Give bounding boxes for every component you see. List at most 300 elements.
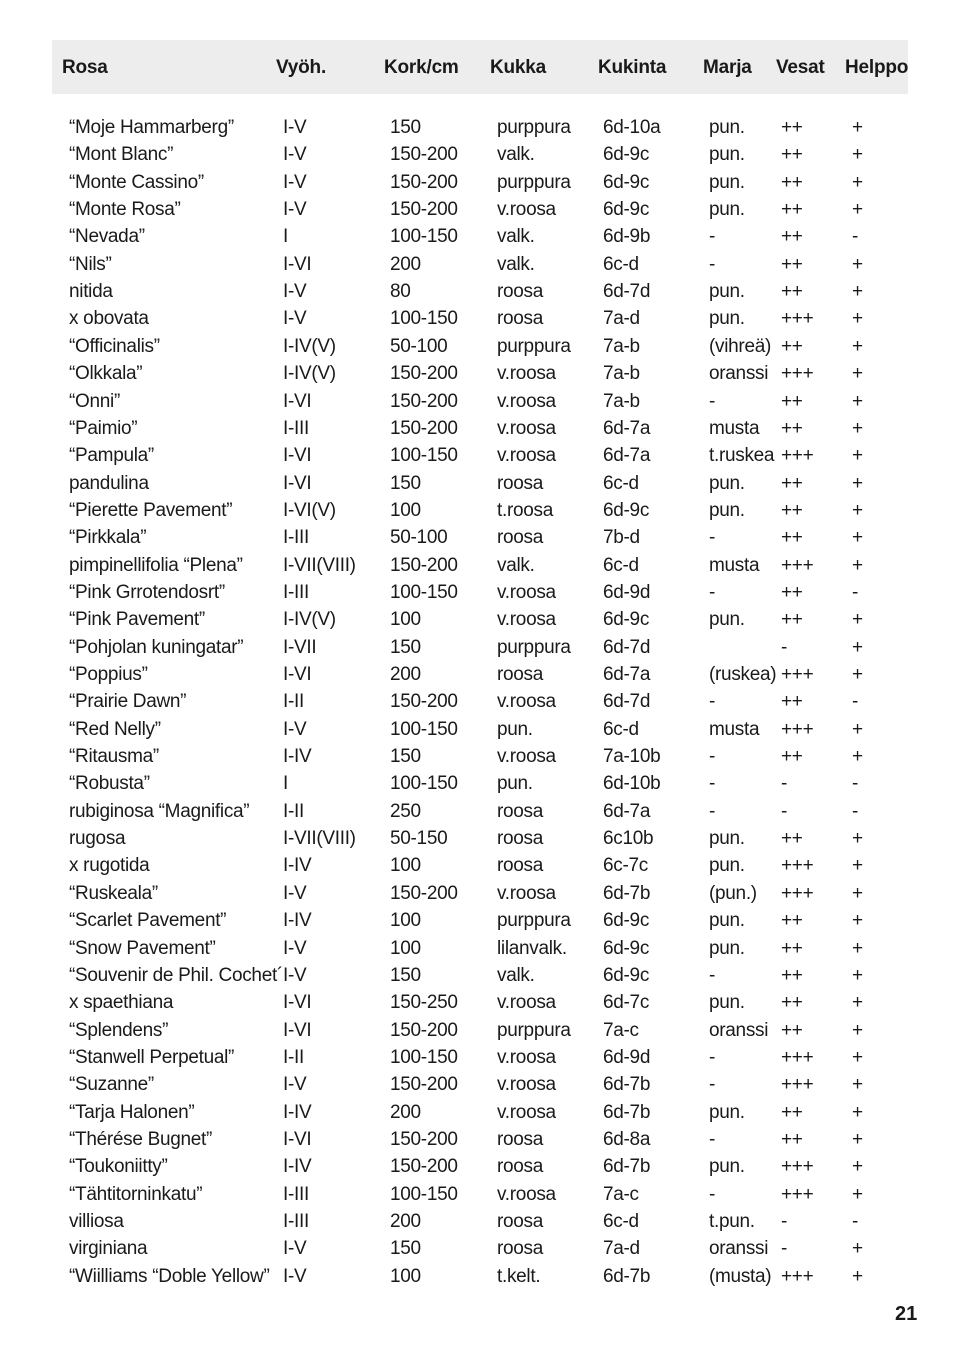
shoots-cell: - <box>781 800 788 822</box>
easy-cell: + <box>852 499 863 521</box>
rose-name: “Poppius” <box>69 664 148 685</box>
table-row <box>0 1153 960 1180</box>
rose-name: “Tähtitorninkatu” <box>69 1183 203 1205</box>
height-cell: 150-200 <box>390 1019 458 1041</box>
berry-cell: pun. <box>709 499 745 521</box>
height-cell: 150-200 <box>390 390 458 412</box>
height-cell: 150-200 <box>390 554 458 576</box>
height-cell: 100 <box>390 855 421 877</box>
easy-cell: + <box>852 527 863 549</box>
shoots-cell: ++ <box>781 417 803 439</box>
berry-cell: t.ruskea <box>709 445 775 467</box>
zone-cell: I-III <box>283 1211 309 1232</box>
rose-name: “Mont Blanc” <box>69 144 174 166</box>
zone-cell: I-VI <box>283 664 312 685</box>
height-cell: 100-150 <box>390 445 458 467</box>
rose-name: “Officinalis” <box>69 335 160 357</box>
rose-name: “Stanwell Perpetual” <box>69 1046 235 1068</box>
flower-color-cell: pun. <box>497 773 533 795</box>
berry-cell: oranssi <box>709 363 769 385</box>
bloom-period-cell: 6d-7b <box>603 1265 651 1287</box>
shoots-cell: ++ <box>781 828 803 850</box>
height-cell: 100 <box>390 1265 421 1287</box>
bloom-period-cell: 7a-b <box>603 363 640 385</box>
easy-cell: + <box>852 144 863 166</box>
berry-cell: - <box>709 1046 716 1068</box>
shoots-cell: ++ <box>781 937 803 959</box>
flower-color-cell: purppura <box>497 636 571 658</box>
rose-name: “Olkkala” <box>69 363 143 385</box>
flower-color-cell: v.roosa <box>497 992 556 1014</box>
height-cell: 100-150 <box>390 773 458 795</box>
table-row <box>0 852 960 879</box>
zone-cell: I-V <box>283 308 307 330</box>
height-cell: 50-100 <box>390 527 448 549</box>
shoots-cell: ++ <box>781 1101 803 1123</box>
flower-color-cell: v.roosa <box>497 1074 556 1096</box>
flower-color-cell: valk. <box>497 253 535 275</box>
shoots-cell: ++ <box>781 1128 803 1150</box>
berry-cell: - <box>709 800 716 822</box>
height-cell: 150 <box>390 117 421 138</box>
flower-color-cell: purppura <box>497 171 571 193</box>
flower-color-cell: v.roosa <box>497 1046 556 1068</box>
easy-cell: + <box>852 882 863 904</box>
flower-color-cell: roosa <box>497 308 544 330</box>
bloom-period-cell: 7a-b <box>603 335 640 357</box>
shoots-cell: ++ <box>781 527 803 549</box>
table-row <box>0 798 960 825</box>
table-row <box>0 524 960 551</box>
header-bloom: Kukinta <box>598 57 667 78</box>
berry-cell: - <box>709 773 716 795</box>
rose-name: “Tarja Halonen” <box>69 1101 195 1123</box>
easy-cell: + <box>852 609 863 631</box>
rose-name: “Monte Rosa” <box>69 199 181 221</box>
berry-cell: - <box>709 226 716 248</box>
zone-cell: I-V <box>283 937 307 959</box>
rose-name: rugosa <box>69 828 126 850</box>
zone-cell: I-II <box>283 1046 304 1068</box>
easy-cell: + <box>852 171 863 193</box>
berry-cell: pun. <box>709 992 745 1014</box>
shoots-cell: +++ <box>781 1156 814 1178</box>
easy-cell: - <box>852 800 859 822</box>
height-cell: 100 <box>390 910 421 932</box>
bloom-period-cell: 6d-9d <box>603 581 651 603</box>
zone-cell: I-IV <box>283 1101 312 1123</box>
berry-cell: pun. <box>709 937 745 959</box>
zone-cell: I-VI <box>283 472 312 494</box>
bloom-period-cell: 6d-9c <box>603 199 650 221</box>
easy-cell: + <box>852 199 863 221</box>
flower-color-cell: roosa <box>497 800 544 822</box>
flower-color-cell: roosa <box>497 281 544 303</box>
height-cell: 150-250 <box>390 992 458 1014</box>
rose-name: x rugotida <box>69 855 150 877</box>
easy-cell: + <box>852 417 863 439</box>
table-row <box>0 1181 960 1208</box>
bloom-period-cell: 7a-c <box>603 1183 639 1205</box>
header-shoots: Vesat <box>776 57 825 78</box>
height-cell: 150-200 <box>390 1156 458 1178</box>
easy-cell: - <box>852 581 859 603</box>
shoots-cell: +++ <box>781 664 814 685</box>
flower-color-cell: purppura <box>497 1019 571 1041</box>
easy-cell: - <box>852 1211 859 1232</box>
easy-cell: + <box>852 253 863 275</box>
easy-cell: + <box>852 363 863 385</box>
shoots-cell: ++ <box>781 335 803 357</box>
berry-cell: pun. <box>709 199 745 221</box>
table-row <box>0 1263 960 1290</box>
bloom-period-cell: 6d-10b <box>603 773 661 795</box>
bloom-period-cell: 6c-d <box>603 253 639 275</box>
table-row <box>0 278 960 305</box>
berry-cell: (vihreä) <box>709 335 772 357</box>
berry-cell: (musta) <box>709 1265 772 1287</box>
rose-name: “Pampula” <box>69 445 154 467</box>
easy-cell: + <box>852 992 863 1014</box>
height-cell: 150 <box>390 746 421 768</box>
zone-cell: I-V <box>283 1238 307 1260</box>
berry-cell: pun. <box>709 1101 745 1123</box>
zone-cell: I-V <box>283 882 307 904</box>
shoots-cell: ++ <box>781 581 803 603</box>
rose-name: “Wiilliams “Doble Yellow” <box>69 1265 270 1287</box>
zone-cell: I-VI <box>283 253 312 275</box>
easy-cell: + <box>852 664 863 685</box>
bloom-period-cell: 6d-7b <box>603 1074 651 1096</box>
height-cell: 150 <box>390 964 421 986</box>
berry-cell: pun. <box>709 910 745 932</box>
table-row <box>0 1099 960 1126</box>
table-row <box>0 141 960 168</box>
height-cell: 100-150 <box>390 581 458 603</box>
height-cell: 200 <box>390 253 421 275</box>
height-cell: 100-150 <box>390 308 458 330</box>
berry-cell: pun. <box>709 144 745 166</box>
shoots-cell: +++ <box>781 445 814 467</box>
rose-name: “Moje Hammarberg” <box>69 117 234 138</box>
bloom-period-cell: 7a-b <box>603 390 640 412</box>
shoots-cell: +++ <box>781 1183 814 1205</box>
table-row <box>0 497 960 524</box>
height-cell: 100-150 <box>390 1046 458 1068</box>
zone-cell: I-III <box>283 527 309 549</box>
height-cell: 100-150 <box>390 1183 458 1205</box>
rose-name: pimpinellifolia “Plena” <box>69 554 243 576</box>
shoots-cell: ++ <box>781 472 803 494</box>
height-cell: 100 <box>390 499 421 521</box>
berry-cell: pun. <box>709 472 745 494</box>
table-row <box>0 634 960 661</box>
bloom-period-cell: 6c-d <box>603 1211 639 1232</box>
height-cell: 150-200 <box>390 882 458 904</box>
bloom-period-cell: 6d-8a <box>603 1128 651 1150</box>
zone-cell: I <box>283 773 288 795</box>
flower-color-cell: v.roosa <box>497 691 556 713</box>
table-row <box>0 907 960 934</box>
flower-color-cell: v.roosa <box>497 609 556 631</box>
header-rose: Rosa <box>62 57 108 78</box>
flower-color-cell: pun. <box>497 718 533 740</box>
flower-color-cell: valk. <box>497 226 535 248</box>
flower-color-cell: v.roosa <box>497 1101 556 1123</box>
zone-cell: I-V <box>283 1265 307 1287</box>
berry-cell: - <box>709 1074 716 1096</box>
easy-cell: + <box>852 1183 863 1205</box>
shoots-cell: ++ <box>781 1019 803 1041</box>
height-cell: 200 <box>390 664 421 685</box>
bloom-period-cell: 7a-10b <box>603 746 661 768</box>
shoots-cell: ++ <box>781 499 803 521</box>
shoots-cell: ++ <box>781 117 803 138</box>
rose-name: “Splendens” <box>69 1019 169 1041</box>
rose-name: “Ruskeala” <box>69 882 158 904</box>
berry-cell: t.pun. <box>709 1211 755 1232</box>
flower-color-cell: v.roosa <box>497 445 556 467</box>
berry-cell: pun. <box>709 171 745 193</box>
flower-color-cell: roosa <box>497 1128 544 1150</box>
rose-name: “Snow Pavement” <box>69 937 216 959</box>
table-row <box>0 196 960 223</box>
bloom-period-cell: 6d-9c <box>603 609 650 631</box>
zone-cell: I-VI <box>283 1019 312 1041</box>
rose-name: “Pohjolan kuningatar” <box>69 636 244 658</box>
zone-cell: I-VI(V) <box>283 499 336 521</box>
flower-color-cell: roosa <box>497 527 544 549</box>
berry-cell: oranssi <box>709 1019 769 1041</box>
bloom-period-cell: 7b-d <box>603 527 640 549</box>
bloom-period-cell: 6d-7d <box>603 636 651 658</box>
bloom-period-cell: 6d-9d <box>603 1046 651 1068</box>
flower-color-cell: t.roosa <box>497 499 553 521</box>
rose-name: “Nils” <box>69 253 112 275</box>
shoots-cell: ++ <box>781 390 803 412</box>
flower-color-cell: v.roosa <box>497 390 556 412</box>
berry-cell: - <box>709 390 716 412</box>
height-cell: 150-200 <box>390 417 458 439</box>
zone-cell: I-IV <box>283 855 312 877</box>
bloom-period-cell: 6c10b <box>603 828 654 850</box>
shoots-cell: ++ <box>781 253 803 275</box>
shoots-cell: +++ <box>781 855 814 877</box>
easy-cell: + <box>852 1074 863 1096</box>
bloom-period-cell: 6c-d <box>603 718 639 740</box>
berry-cell: pun. <box>709 308 745 330</box>
height-cell: 150-200 <box>390 691 458 713</box>
flower-color-cell: v.roosa <box>497 363 556 385</box>
table-row <box>0 962 960 989</box>
bloom-period-cell: 6d-7b <box>603 1156 651 1178</box>
berry-cell: - <box>709 1128 716 1150</box>
easy-cell: + <box>852 937 863 959</box>
easy-cell: + <box>852 1156 863 1178</box>
rose-name: “Toukoniitty” <box>69 1156 168 1178</box>
zone-cell: I-IV <box>283 746 312 768</box>
shoots-cell: ++ <box>781 226 803 248</box>
height-cell: 80 <box>390 281 411 303</box>
zone-cell: I-IV(V) <box>283 363 336 385</box>
table-row <box>0 989 960 1016</box>
table-row <box>0 305 960 332</box>
zone-cell: I-II <box>283 800 304 822</box>
berry-cell: pun. <box>709 117 745 138</box>
zone-cell: I-V <box>283 171 307 193</box>
shoots-cell: ++ <box>781 746 803 768</box>
zone-cell: I-II <box>283 691 304 713</box>
rose-name: pandulina <box>69 472 149 494</box>
table-row <box>0 825 960 852</box>
flower-color-cell: roosa <box>497 1238 544 1260</box>
flower-color-cell: roosa <box>497 855 544 877</box>
rose-name: “Pierette Pavement” <box>69 499 233 521</box>
flower-color-cell: roosa <box>497 1211 544 1232</box>
shoots-cell: - <box>781 773 788 795</box>
height-cell: 150-200 <box>390 171 458 193</box>
shoots-cell: +++ <box>781 1265 814 1287</box>
rose-name: “Pirkkala” <box>69 527 147 549</box>
table-row <box>0 388 960 415</box>
table-row <box>0 579 960 606</box>
berry-cell: pun. <box>709 609 745 631</box>
easy-cell: + <box>852 390 863 412</box>
easy-cell: - <box>852 226 859 248</box>
bloom-period-cell: 6c-7c <box>603 855 648 877</box>
shoots-cell: +++ <box>781 363 814 385</box>
bloom-period-cell: 6d-9c <box>603 171 650 193</box>
berry-cell: - <box>709 691 716 713</box>
table-row <box>0 415 960 442</box>
zone-cell: I-VII <box>283 636 317 658</box>
table-row <box>0 333 960 360</box>
height-cell: 200 <box>390 1101 421 1123</box>
shoots-cell: +++ <box>781 718 814 740</box>
flower-color-cell: v.roosa <box>497 581 556 603</box>
shoots-cell: - <box>781 1238 788 1260</box>
height-cell: 150 <box>390 636 421 658</box>
height-cell: 150 <box>390 472 421 494</box>
rose-name: “Monte Cassino” <box>69 171 204 193</box>
table-row <box>0 661 960 688</box>
table-row <box>0 223 960 250</box>
shoots-cell: ++ <box>781 992 803 1014</box>
bloom-period-cell: 6d-7d <box>603 281 651 303</box>
height-cell: 150-200 <box>390 1074 458 1096</box>
rose-name: “Onni” <box>69 390 120 412</box>
header-zone: Vyöh. <box>276 57 327 78</box>
flower-color-cell: roosa <box>497 664 544 685</box>
zone-cell: I-VI <box>283 992 312 1014</box>
rose-name: “Thérése Bugnet” <box>69 1128 213 1150</box>
easy-cell: + <box>852 308 863 330</box>
table-row <box>0 552 960 579</box>
easy-cell: + <box>852 554 863 576</box>
easy-cell: + <box>852 1101 863 1123</box>
height-cell: 150-200 <box>390 1128 458 1150</box>
flower-color-cell: v.roosa <box>497 199 556 221</box>
shoots-cell: ++ <box>781 281 803 303</box>
table-row <box>0 688 960 715</box>
bloom-period-cell: 6d-10a <box>603 117 661 138</box>
rose-name: x obovata <box>69 308 149 330</box>
rose-name: rubiginosa “Magnifica” <box>69 800 250 822</box>
berry-cell: pun. <box>709 828 745 850</box>
table-row <box>0 1235 960 1262</box>
zone-cell: I-IV(V) <box>283 609 336 631</box>
table-row <box>0 770 960 797</box>
height-cell: 100-150 <box>390 226 458 248</box>
table-row <box>0 1017 960 1044</box>
flower-color-cell: purppura <box>497 910 571 932</box>
rose-name: “Red Nelly” <box>69 718 161 740</box>
header-easy: Helppo <box>845 57 909 78</box>
berry-cell: - <box>709 964 716 986</box>
bloom-period-cell: 6d-7b <box>603 882 651 904</box>
height-cell: 50-100 <box>390 335 448 357</box>
berry-cell: oranssi <box>709 1238 769 1260</box>
zone-cell: I-V <box>283 144 307 166</box>
height-cell: 150-200 <box>390 363 458 385</box>
bloom-period-cell: 6c-d <box>603 472 639 494</box>
rose-name: x spaethiana <box>69 992 174 1014</box>
rose-name: “Prairie Dawn” <box>69 691 187 713</box>
zone-cell: I-VI <box>283 445 312 467</box>
flower-color-cell: roosa <box>497 828 544 850</box>
easy-cell: + <box>852 1265 863 1287</box>
rose-name: “Souvenir de Phil. Cochet´ <box>69 964 283 986</box>
table-row <box>0 360 960 387</box>
rose-name: “Nevada” <box>69 226 145 248</box>
shoots-cell: ++ <box>781 691 803 713</box>
bloom-period-cell: 7a-c <box>603 1019 639 1041</box>
berry-cell: pun. <box>709 1156 745 1178</box>
header-height: Kork/cm <box>384 57 459 78</box>
zone-cell: I-V <box>283 281 307 303</box>
flower-color-cell: lilanvalk. <box>497 937 567 959</box>
berry-cell: - <box>709 1183 716 1205</box>
zone-cell: I-V <box>283 964 307 986</box>
easy-cell: + <box>852 636 863 658</box>
bloom-period-cell: 6d-7a <box>603 800 651 822</box>
flower-color-cell: v.roosa <box>497 882 556 904</box>
bloom-period-cell: 6d-7a <box>603 445 651 467</box>
table-row <box>0 251 960 278</box>
bloom-period-cell: 6d-7b <box>603 1101 651 1123</box>
berry-cell: pun. <box>709 281 745 303</box>
easy-cell: - <box>852 773 859 795</box>
table-row <box>0 606 960 633</box>
zone-cell: I-VII(VIII) <box>283 828 356 850</box>
table-row <box>0 935 960 962</box>
flower-color-cell: v.roosa <box>497 746 556 768</box>
rose-name: “Pink Pavement” <box>69 609 205 631</box>
shoots-cell: - <box>781 636 788 658</box>
bloom-period-cell: 7a-d <box>603 1238 640 1260</box>
bloom-period-cell: 6d-9c <box>603 964 650 986</box>
bloom-period-cell: 6d-9c <box>603 937 650 959</box>
shoots-cell: +++ <box>781 1046 814 1068</box>
berry-cell: - <box>709 746 716 768</box>
shoots-cell: ++ <box>781 144 803 166</box>
zone-cell: I-IV(V) <box>283 335 336 357</box>
easy-cell: + <box>852 445 863 467</box>
zone-cell: I-III <box>283 581 309 603</box>
berry-cell: - <box>709 527 716 549</box>
shoots-cell: +++ <box>781 882 814 904</box>
bloom-period-cell: 6d-9c <box>603 499 650 521</box>
